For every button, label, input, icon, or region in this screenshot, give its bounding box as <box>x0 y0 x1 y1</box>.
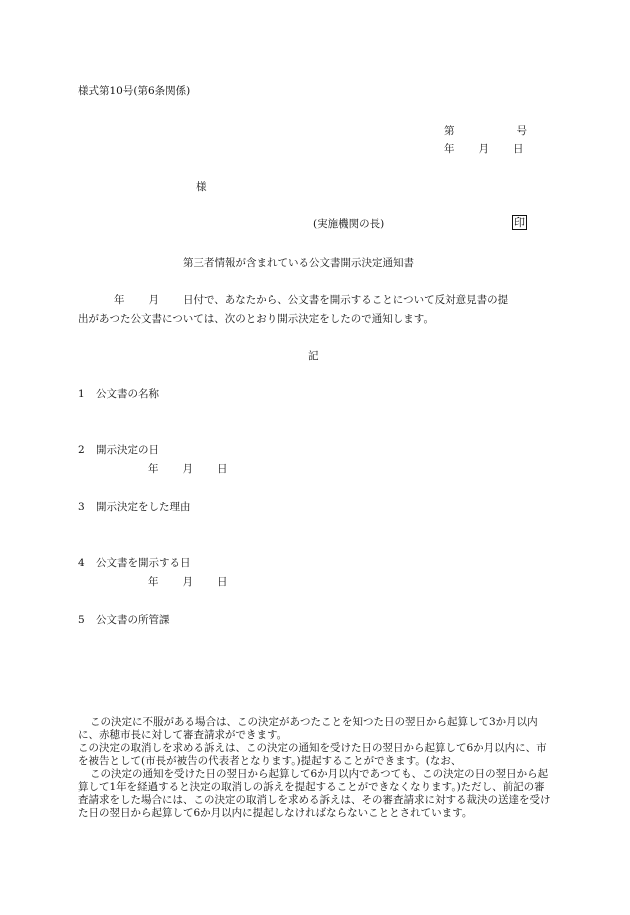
form-number: 様式第10号(第6条関係) <box>78 85 191 97</box>
intro-paragraph <box>78 293 508 307</box>
date-year: 年 <box>444 143 455 155</box>
intro-month: 月 <box>148 294 159 306</box>
date-day: 日 <box>217 576 228 588</box>
intro-paragraph-line-2: 出があつた公文書については、次のとおり開示決定をしたので通知します。 <box>78 313 434 325</box>
appeal-notice <box>78 716 552 820</box>
intro-year: 年 <box>114 294 125 306</box>
section-4-date <box>148 575 228 589</box>
notice-paragraph-3: この決定の通知を受けた日の翌日から起算して6か月以内であつても、この決定の日の翌日から起算して1年を経過すると決定の取消しの訴えを提起することができなくなります。)ただし、前記の審査請求をした場合には、この決定の取消しを求める訴えは、その審査請求に対する裁決の送達を受けた日の翌日から起算して6か月以内に提起しなければならないこととされています。 <box>78 768 551 819</box>
ki-heading: 記 <box>308 350 319 362</box>
intro-text-1: 日付で、あなたから、公文書を開示することについて反対意見書の提 <box>183 294 509 306</box>
number-suffix: 号 <box>516 125 527 137</box>
section-4 <box>78 556 191 570</box>
date-month: 月 <box>478 143 489 155</box>
section-5 <box>78 613 170 627</box>
notice-paragraph-2: この決定の取消しを求める訴えは、この決定の通知を受けた日の翌日から起算して6か月以内に、市を被告として(市長が被告の代表者となります。)提起することができます。(なお、 <box>78 742 547 767</box>
section-label: 公文書の名称 <box>96 388 159 400</box>
section-number: 5 <box>78 614 85 626</box>
document-number-line <box>444 124 527 138</box>
document-date-line <box>444 142 524 156</box>
addressee-suffix: 様 <box>196 181 207 193</box>
section-label: 公文書を開示する日 <box>96 557 191 569</box>
section-2 <box>78 443 159 457</box>
issuer-line <box>313 217 384 231</box>
section-1 <box>78 387 159 401</box>
date-month: 月 <box>182 576 193 588</box>
document-title: 第三者情報が含まれている公文書開示決定通知書 <box>183 257 414 269</box>
section-number: 1 <box>78 388 85 400</box>
date-day: 日 <box>217 463 228 475</box>
date-year: 年 <box>148 463 159 475</box>
section-number: 3 <box>78 501 85 513</box>
notice-paragraph-1: この決定に不服がある場合は、この決定があつたことを知つた日の翌日から起算して3か月以内に、赤穂市長に対して審査請求ができます。 <box>78 716 538 741</box>
section-label: 開示決定の日 <box>96 444 159 456</box>
date-day: 日 <box>513 143 524 155</box>
section-number: 4 <box>78 557 85 569</box>
section-3 <box>78 500 191 514</box>
section-number: 2 <box>78 444 85 456</box>
date-month: 月 <box>182 463 193 475</box>
section-label: 開示決定をした理由 <box>96 501 191 513</box>
seal-mark <box>512 215 527 230</box>
section-label: 公文書の所管課 <box>96 614 170 626</box>
date-year: 年 <box>148 576 159 588</box>
section-2-date <box>148 462 228 476</box>
number-prefix: 第 <box>444 125 455 137</box>
issuer-name: (実施機関の長) <box>313 218 385 230</box>
seal-icon: 印 <box>514 216 525 229</box>
